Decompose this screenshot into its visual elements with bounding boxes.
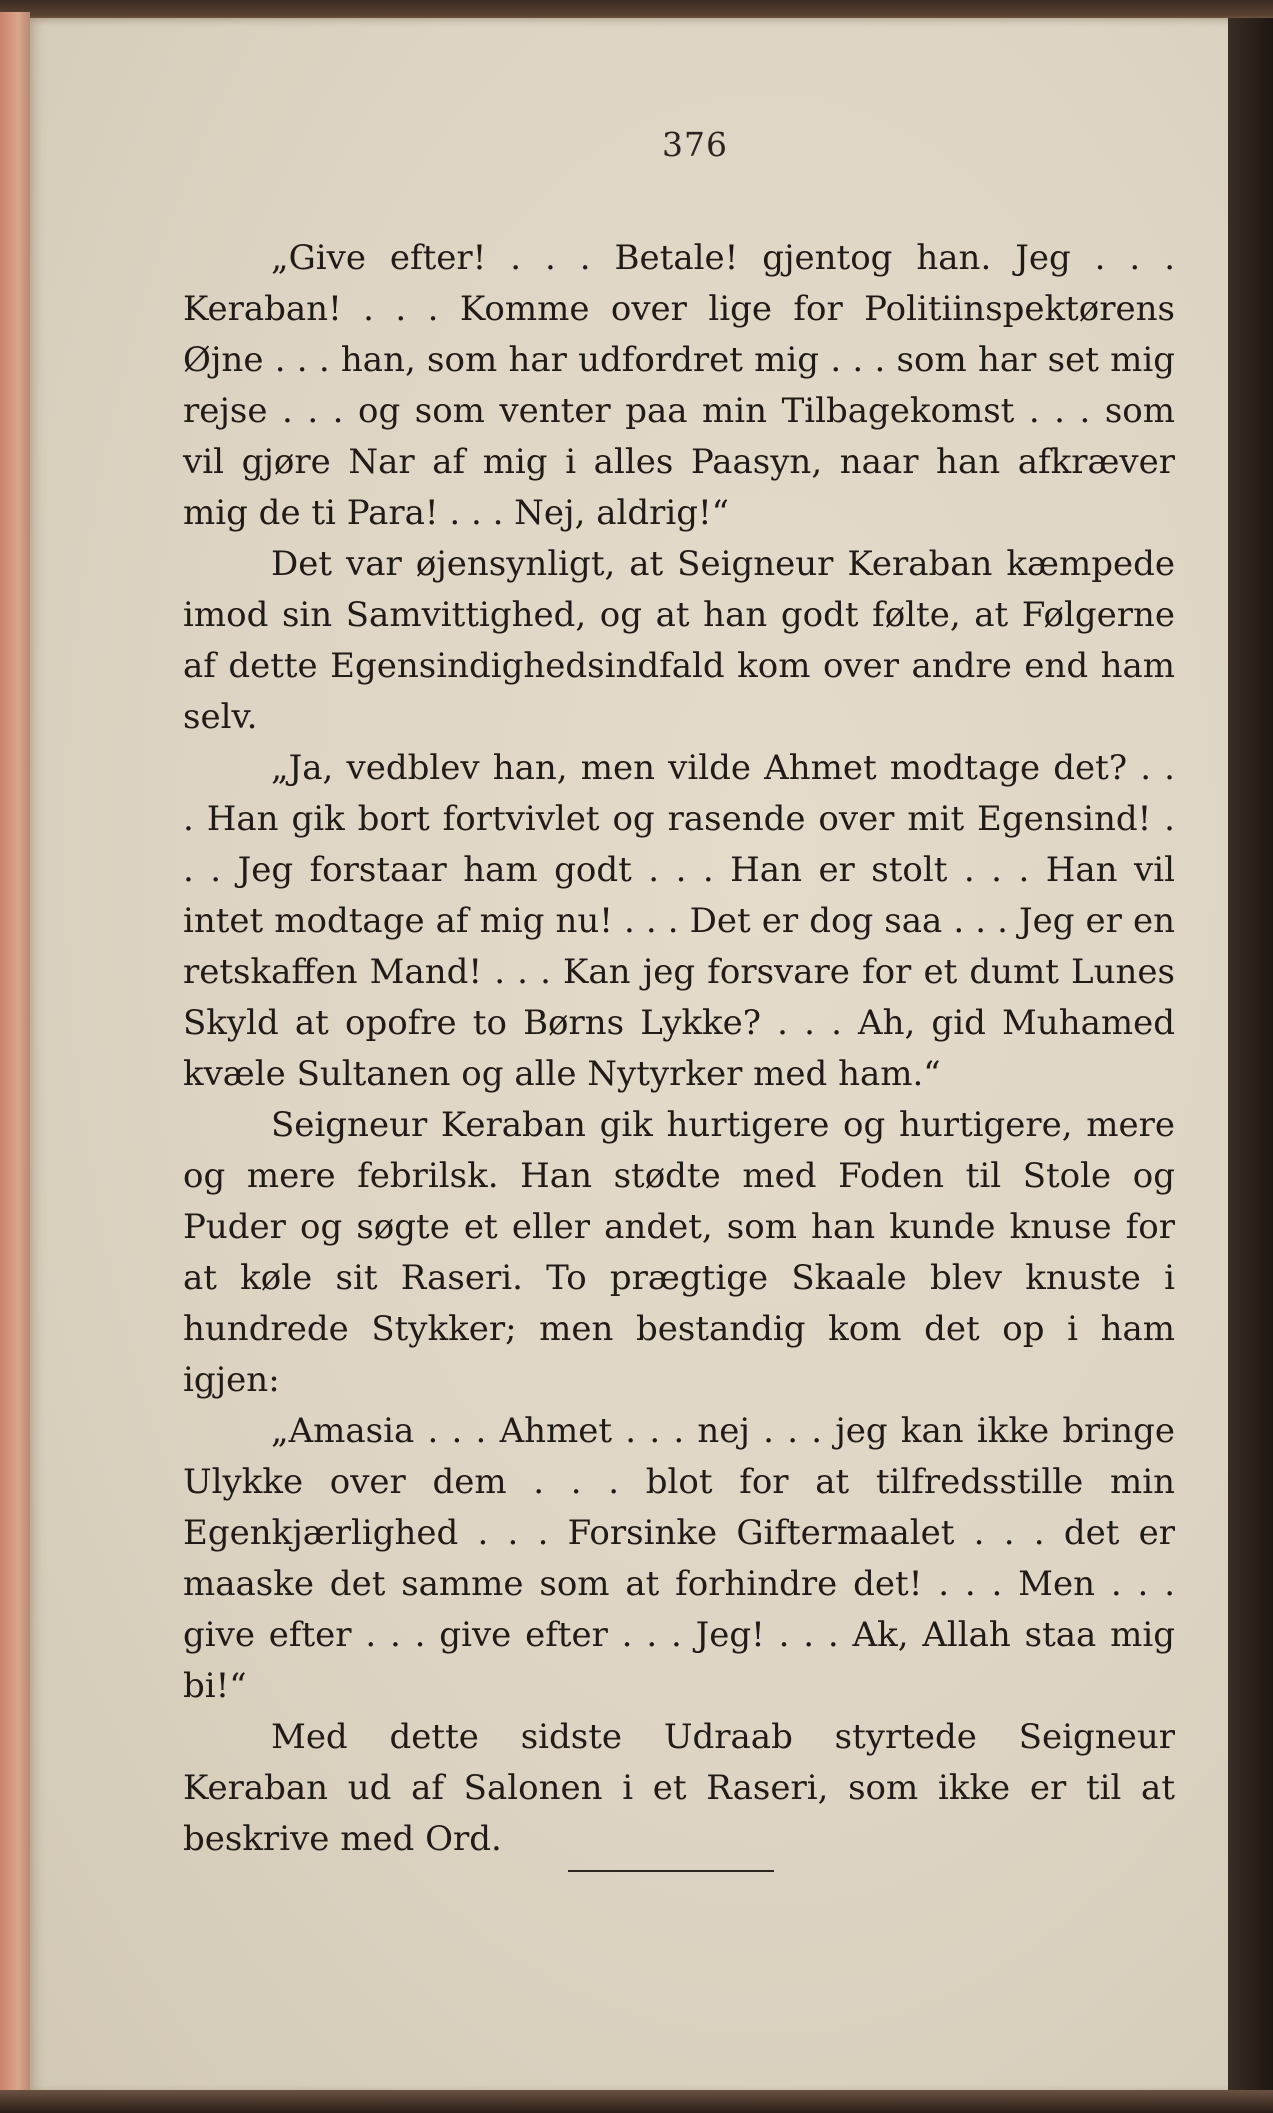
paragraph-3: „Ja, vedblev han, men vilde Ahmet modtage det? . . . Han gik bort fortvivlet og rasende over mit Egensind! . . . Jeg forstaar ham godt . . . Han er stolt . . . Han vil intet modtage af mig nu! . . . Det er dog saa . . . Jeg er en retskaffen Mand! . . . Kan jeg forsvare for et dumt Lunes Skyld at opofre to Børns Lykke? . . . Ah, gid Muhamed kvæle Sultanen og alle Nytyrker med ham.“	[183, 748, 1175, 1094]
paragraph-6: Med dette sidste Udraab styrtede Seigneur Keraban ud af Salonen i et Raseri, som ikke er til at beskrive med Ord.	[183, 1717, 1175, 1859]
book-bottom-edge	[0, 2090, 1273, 2113]
page-text	[183, 233, 1175, 1865]
paragraph-1: „Give efter! . . . Betale! gjentog han. Jeg . . . Keraban! . . . Komme over lige for Politiinspektørens Øjne . . . han, som har udfordret mig . . . som har set mig rejse . . . og som venter paa min Tilbagekomst . . . som vil gjøre Nar af mig i alles Paasyn, naar han afkræver mig de ti Para! . . . Nej, aldrig!“	[183, 238, 1175, 533]
book-gutter	[1228, 18, 1273, 2094]
page-number: 376	[662, 125, 728, 164]
paragraph-5: „Amasia . . . Ahmet . . . nej . . . jeg kan ikke bringe Ulykke over dem . . . blot for at tilfredsstille min Egenkjærlighed . . . Forsinke Giftermaalet . . . det er maaske det samme som at forhindre det! . . . Men . . . give efter . . . give efter . . . Jeg! . . . Ak, Allah staa mig bi!“	[183, 1411, 1175, 1706]
book-cover-edge	[0, 12, 30, 2097]
paragraph-2: Det var øjensynligt, at Seigneur Keraban kæmpede imod sin Samvittighed, og at han godt følte, at Følgerne af dette Egensindighedsindfald kom over andre end ham selv.	[183, 544, 1175, 737]
chapter-end-rule	[568, 1870, 774, 1872]
paragraph-4: Seigneur Keraban gik hurtigere og hurtigere, mere og mere febrilsk. Han stødte med Foden til Stole og Puder og søgte et eller andet, som han kunde knuse for at køle sit Raseri. To prægtige Skaale blev knuste i hundrede Stykker; men bestandig kom det op i ham igjen:	[183, 1105, 1175, 1400]
